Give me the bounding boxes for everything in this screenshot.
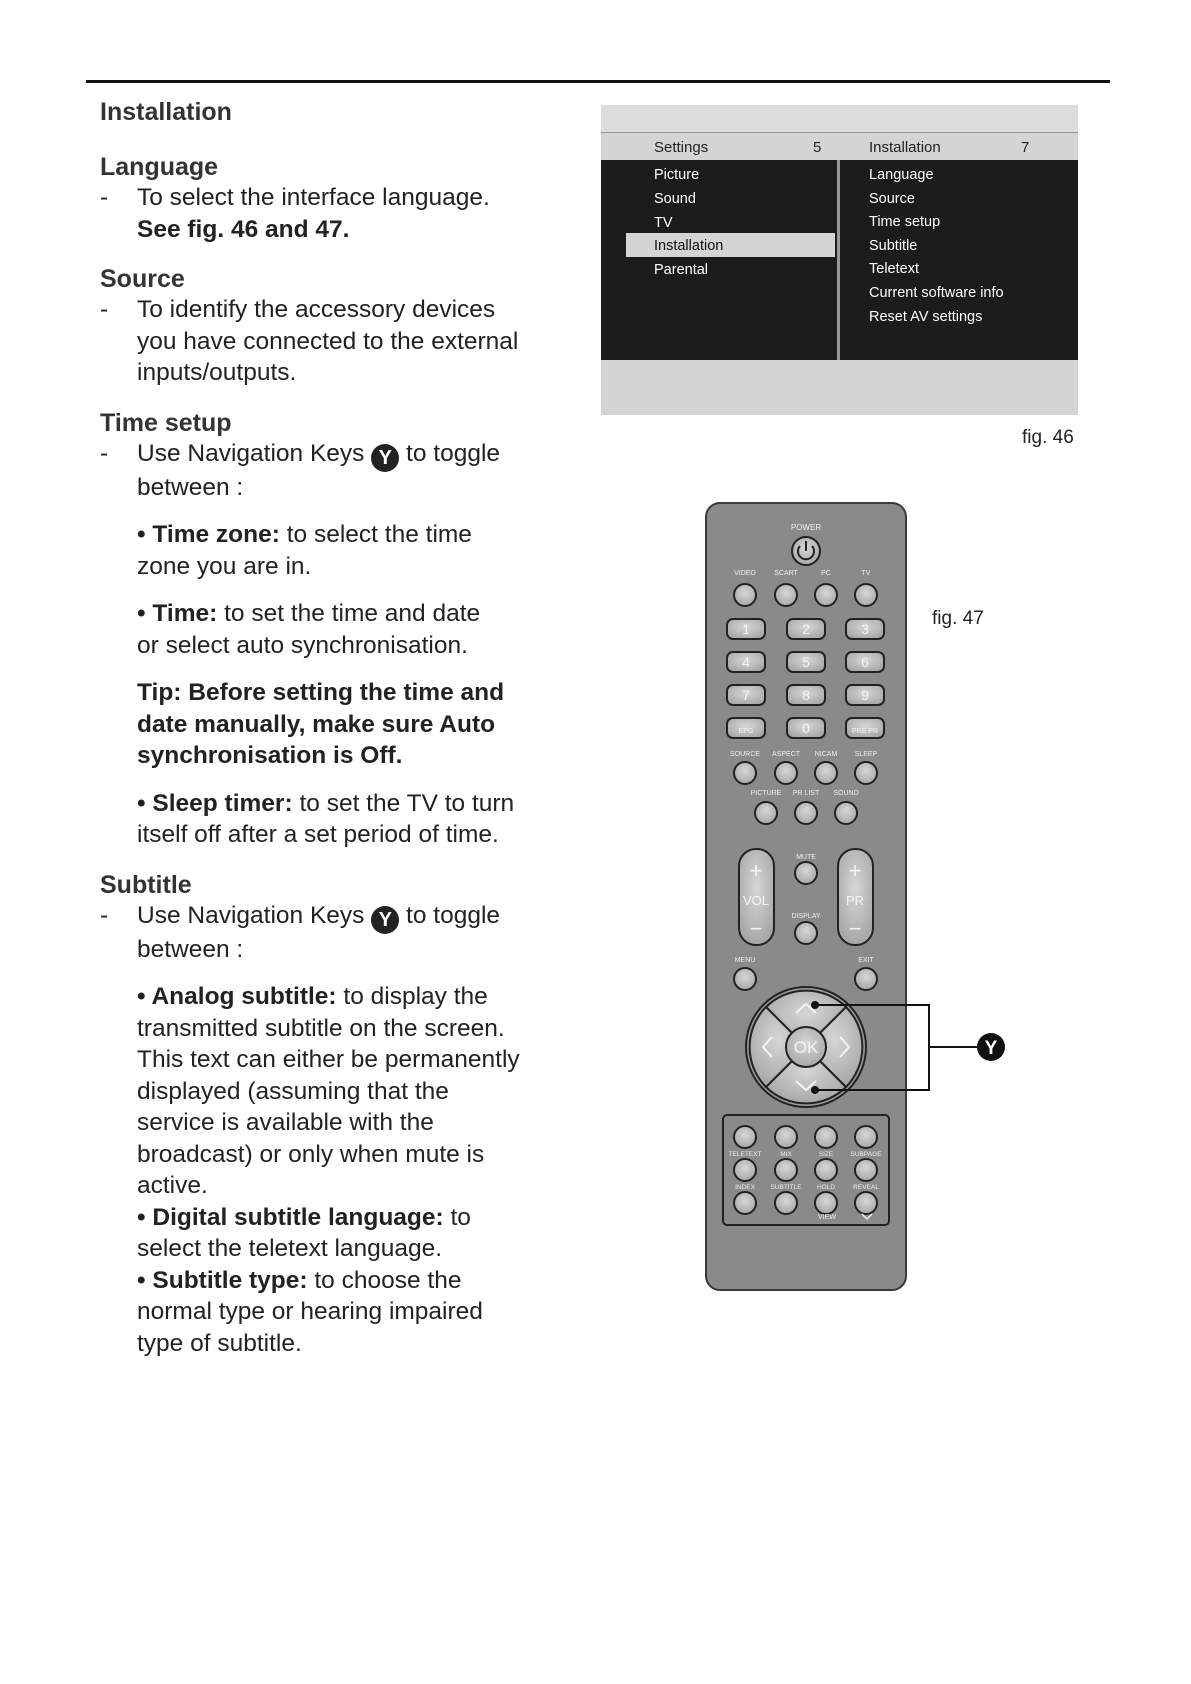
reveal-button[interactable]: [855, 1192, 877, 1214]
exit-label: EXIT: [858, 957, 874, 964]
nicam-button[interactable]: [815, 762, 837, 784]
sleep-button[interactable]: [855, 762, 877, 784]
analog-line: transmitted subtitle on the screen.: [137, 1014, 505, 1042]
display-button[interactable]: [795, 922, 817, 944]
key-7-label: 7: [742, 687, 750, 703]
key-0-label: 0: [802, 720, 810, 736]
tip-line: Tip: Before setting the time and: [137, 679, 505, 706]
menu-item-tv[interactable]: TV: [654, 215, 673, 231]
tv-label: TV: [861, 570, 871, 577]
key-4-button[interactable]: [727, 652, 765, 672]
key-3-button[interactable]: [846, 619, 884, 639]
ok-label: OK: [793, 1038, 819, 1057]
key-8-label: 8: [802, 687, 810, 703]
program-rocker[interactable]: [838, 849, 873, 945]
language-heading: Language: [100, 153, 219, 181]
submenu-item-software-info[interactable]: Current software info: [869, 285, 1004, 301]
sleep-label: SLEEP: [854, 751, 878, 758]
analog-line: displayed (assuming that the: [137, 1077, 449, 1105]
time-zone-text: to select the time: [286, 521, 472, 548]
key-pre-pr-button[interactable]: [846, 718, 884, 738]
reveal-label: REVEAL: [853, 1184, 879, 1191]
tip-line: date manually, make sure Auto: [137, 710, 496, 738]
analog-line: active.: [137, 1172, 208, 1199]
bullet-dash: -: [100, 184, 109, 211]
pr-list-label: PR LIST: [792, 790, 820, 797]
subtitle-type-line: type of subtitle.: [137, 1329, 302, 1357]
source-line: you have connected to the external: [137, 327, 519, 355]
mix-label: MIX: [780, 1151, 792, 1158]
key-2-button[interactable]: [787, 619, 825, 639]
aspect-label: ASPECT: [771, 751, 801, 758]
installation-page-number: 7: [1021, 139, 1030, 156]
bullet-dash: -: [100, 439, 109, 467]
size-label: SIZE: [818, 1151, 834, 1158]
key-5-button[interactable]: [787, 652, 825, 672]
key-pre-pr-label: PRE PR: [851, 728, 879, 735]
menu-item-sound[interactable]: Sound: [654, 191, 696, 207]
video-button[interactable]: [734, 584, 756, 606]
bullet-dash: -: [100, 901, 109, 929]
hold-label: HOLD: [816, 1184, 836, 1191]
key-0-button[interactable]: [787, 718, 825, 738]
subpage-button[interactable]: [855, 1159, 877, 1181]
scart-button[interactable]: [775, 584, 797, 606]
intro-text: Use Navigation Keys: [137, 439, 365, 467]
submenu-item-language[interactable]: Language: [869, 167, 934, 183]
submenu-item-time-setup[interactable]: Time setup: [869, 214, 941, 230]
color-key-3-button[interactable]: [815, 1126, 837, 1148]
source-line: To identify the accessory devices: [137, 296, 496, 323]
source-button[interactable]: [734, 762, 756, 784]
time-zone-text: zone you are in.: [137, 552, 312, 580]
bullet-dash: -: [100, 296, 109, 323]
index-label: INDEX: [735, 1184, 755, 1191]
menu-item-installation[interactable]: Installation: [654, 238, 724, 254]
analog-line: broadcast) or only when mute is: [137, 1140, 485, 1168]
intro-line2: between :: [137, 473, 244, 501]
source-label: SOURCE: [730, 751, 760, 758]
pc-label: PC: [821, 570, 831, 577]
scart-label: SCART: [774, 570, 798, 577]
vol-label: VOL: [742, 893, 770, 908]
pr-label: PR: [845, 893, 865, 908]
key-9-button[interactable]: [846, 685, 884, 705]
key-epg-label: EPG: [738, 728, 754, 735]
subtitle-button[interactable]: [775, 1192, 797, 1214]
sleep-timer-label: • Sleep timer:: [137, 789, 293, 817]
pr-list-button[interactable]: [795, 802, 817, 824]
menu-item-picture[interactable]: Picture: [654, 167, 700, 183]
key-9-label: 9: [861, 687, 869, 703]
key-7-button[interactable]: [727, 685, 765, 705]
installation-header: Installation: [869, 139, 941, 156]
sound-button[interactable]: [835, 802, 857, 824]
color-key-1-button[interactable]: [734, 1126, 756, 1148]
volume-rocker[interactable]: [739, 849, 774, 945]
callout-letter: Y: [984, 1038, 998, 1059]
subtitle-type-line: normal type or hearing impaired: [137, 1298, 483, 1325]
teletext-label: TELETEXT: [728, 1151, 762, 1158]
settings-header: Settings: [654, 139, 709, 156]
key-5-label: 5: [802, 654, 810, 670]
fig47-caption: fig. 47: [932, 608, 984, 629]
menu-item-parental[interactable]: Parental: [654, 262, 709, 278]
power-button[interactable]: [792, 537, 820, 565]
submenu-item-reset-av[interactable]: Reset AV settings: [869, 309, 983, 325]
language-text: To select the interface language.: [137, 184, 490, 211]
tip-line: synchronisation is Off.: [137, 742, 403, 769]
time-setup-heading: Time setup: [100, 408, 232, 437]
color-key-4-button[interactable]: [855, 1126, 877, 1148]
subtitle-heading: Subtitle: [100, 870, 192, 899]
submenu-item-teletext[interactable]: Teletext: [869, 261, 919, 277]
key-4-label: 4: [742, 654, 750, 670]
submenu-item-subtitle[interactable]: Subtitle: [869, 238, 918, 254]
picture-label: PICTURE: [750, 790, 782, 797]
program-up-symbol: +: [848, 858, 862, 883]
source-line: inputs/outputs.: [137, 359, 297, 386]
sleep-timer-text: itself off after a set period of time.: [137, 821, 499, 848]
key-6-label: 6: [861, 654, 869, 670]
navigation-key-y-icon: Y: [371, 906, 399, 934]
exit-button[interactable]: [855, 968, 877, 990]
time-label: • Time:: [137, 600, 218, 627]
teletext-button[interactable]: [734, 1159, 756, 1181]
analog-subtitle-text: to display the: [343, 983, 488, 1010]
key-2-label: 2: [802, 621, 810, 637]
nicam-label: NICAM: [814, 751, 838, 758]
tv-button[interactable]: [855, 584, 877, 606]
digital-subtitle-text: to: [450, 1203, 471, 1231]
intro-text-post: to toggle: [406, 901, 501, 929]
video-label: VIDEO: [734, 570, 756, 577]
volume-down-symbol: −: [749, 916, 763, 941]
color-key-2-button[interactable]: [775, 1126, 797, 1148]
navigation-key-y-icon: Y: [371, 444, 399, 472]
subtitle-type-text: to choose the: [314, 1266, 462, 1294]
digital-subtitle-text: select the teletext language.: [137, 1235, 443, 1262]
key-8-button[interactable]: [787, 685, 825, 705]
subtitle-type-label: • Subtitle type:: [137, 1266, 308, 1294]
digital-subtitle-label: • Digital subtitle language:: [137, 1203, 444, 1231]
submenu-item-source[interactable]: Source: [869, 191, 915, 207]
key-6-button[interactable]: [846, 652, 884, 672]
time-text: or select auto synchronisation.: [137, 631, 468, 659]
aspect-button[interactable]: [775, 762, 797, 784]
settings-page-number: 5: [813, 139, 822, 156]
key-epg-button[interactable]: [727, 718, 765, 738]
fig46-caption: fig. 46: [1022, 427, 1074, 448]
key-1-button[interactable]: [727, 619, 765, 639]
source-heading: Source: [100, 265, 185, 293]
mute-label: MUTE: [796, 854, 816, 861]
volume-up-symbol: +: [749, 858, 763, 883]
subpage-label: SUBPAGE: [850, 1151, 882, 1158]
power-label: POWER: [790, 523, 822, 532]
analog-subtitle-label: • Analog subtitle:: [137, 983, 337, 1010]
size-button[interactable]: [815, 1159, 837, 1181]
intro-line2: between :: [137, 935, 244, 963]
display-label: DISPLAY: [791, 913, 821, 920]
index-button[interactable]: [734, 1192, 756, 1214]
key-1-label: 1: [742, 621, 750, 637]
menu-button[interactable]: [734, 968, 756, 990]
analog-line: service is available with the: [137, 1109, 434, 1136]
program-down-symbol: −: [848, 916, 862, 941]
subtitle-label: SUBTITLE: [770, 1184, 802, 1191]
intro-text-post: to toggle: [406, 439, 501, 467]
view-label: VIEW: [818, 1214, 836, 1221]
sound-label: SOUND: [833, 790, 859, 797]
intro-text: Use Navigation Keys: [137, 901, 365, 929]
hold-button[interactable]: [815, 1192, 837, 1214]
sleep-timer-text: to set the TV to turn: [299, 789, 515, 817]
language-figure-ref: See fig. 46 and 47.: [137, 215, 350, 243]
pc-button[interactable]: [815, 584, 837, 606]
time-text: to set the time and date: [224, 600, 481, 627]
section-title: Installation: [100, 98, 232, 126]
mix-button[interactable]: [775, 1159, 797, 1181]
menu-label: MENU: [734, 957, 756, 964]
picture-button[interactable]: [755, 802, 777, 824]
key-3-label: 3: [861, 621, 869, 637]
time-zone-label: • Time zone:: [137, 521, 280, 548]
analog-line: This text can either be permanently: [137, 1046, 520, 1073]
mute-button[interactable]: [795, 862, 817, 884]
